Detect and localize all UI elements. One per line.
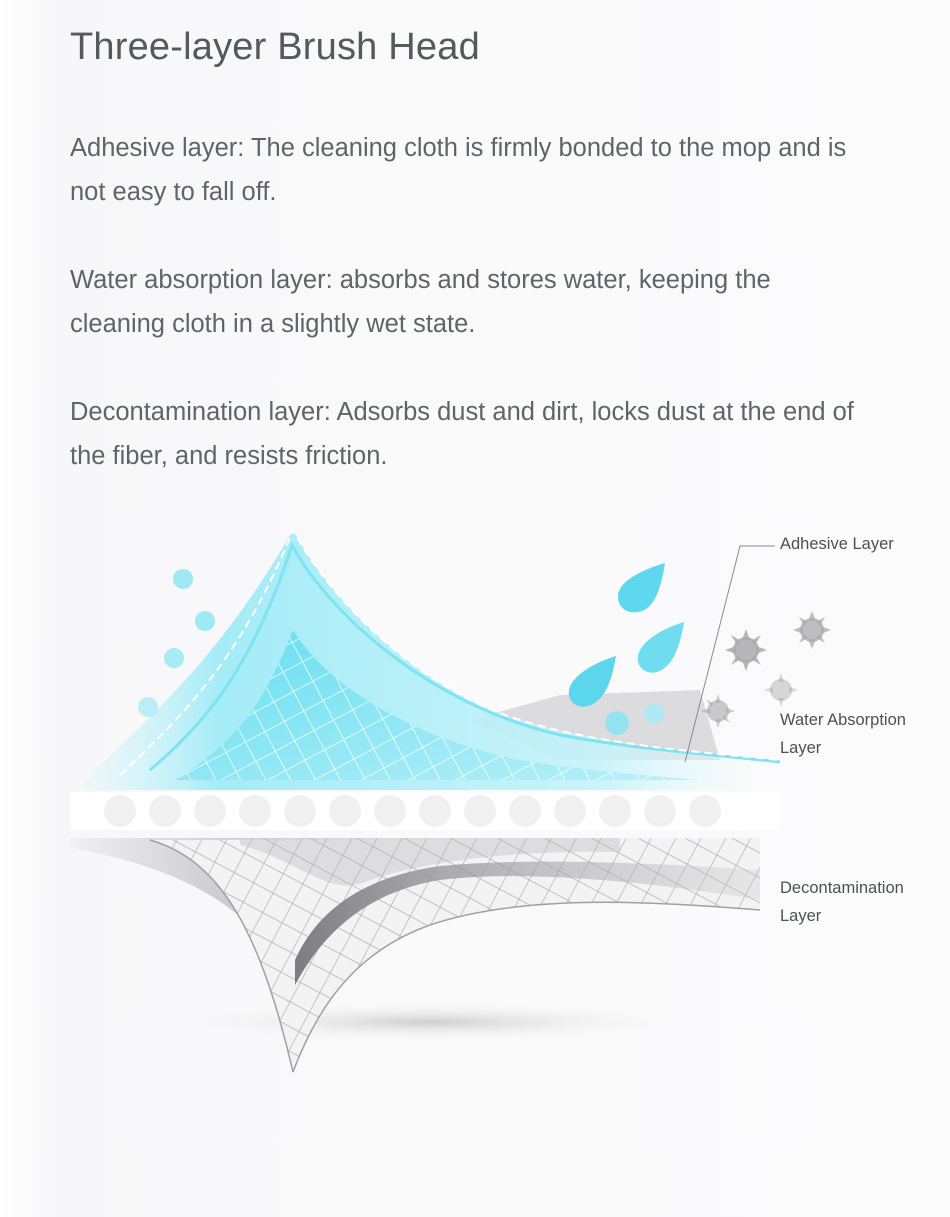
- adhesive-layer-description: Adhesive layer: The cleaning cloth is firmly bonded to the mop and is not easy to fall off.: [70, 134, 847, 206]
- page-title: Three-layer Brush Head: [70, 26, 480, 68]
- brush-head-layers-diagram: [0, 500, 950, 1120]
- floor-shadow: [140, 1000, 720, 1044]
- adhesive-layer-label: Adhesive Layer: [780, 535, 894, 553]
- water-absorption-layer-description: Water absorption layer: absorbs and stores water, keeping the cleaning cloth in a slightly wet state.: [70, 266, 771, 338]
- water-absorption-layer-label: Water Absorption Layer: [780, 711, 906, 757]
- decontamination-layer-description: Decontamination layer: Adsorbs dust and dirt, locks dust at the end of the fiber, and resists friction.: [70, 398, 854, 470]
- decontamination-layer-label: Decontamination Layer: [780, 879, 904, 925]
